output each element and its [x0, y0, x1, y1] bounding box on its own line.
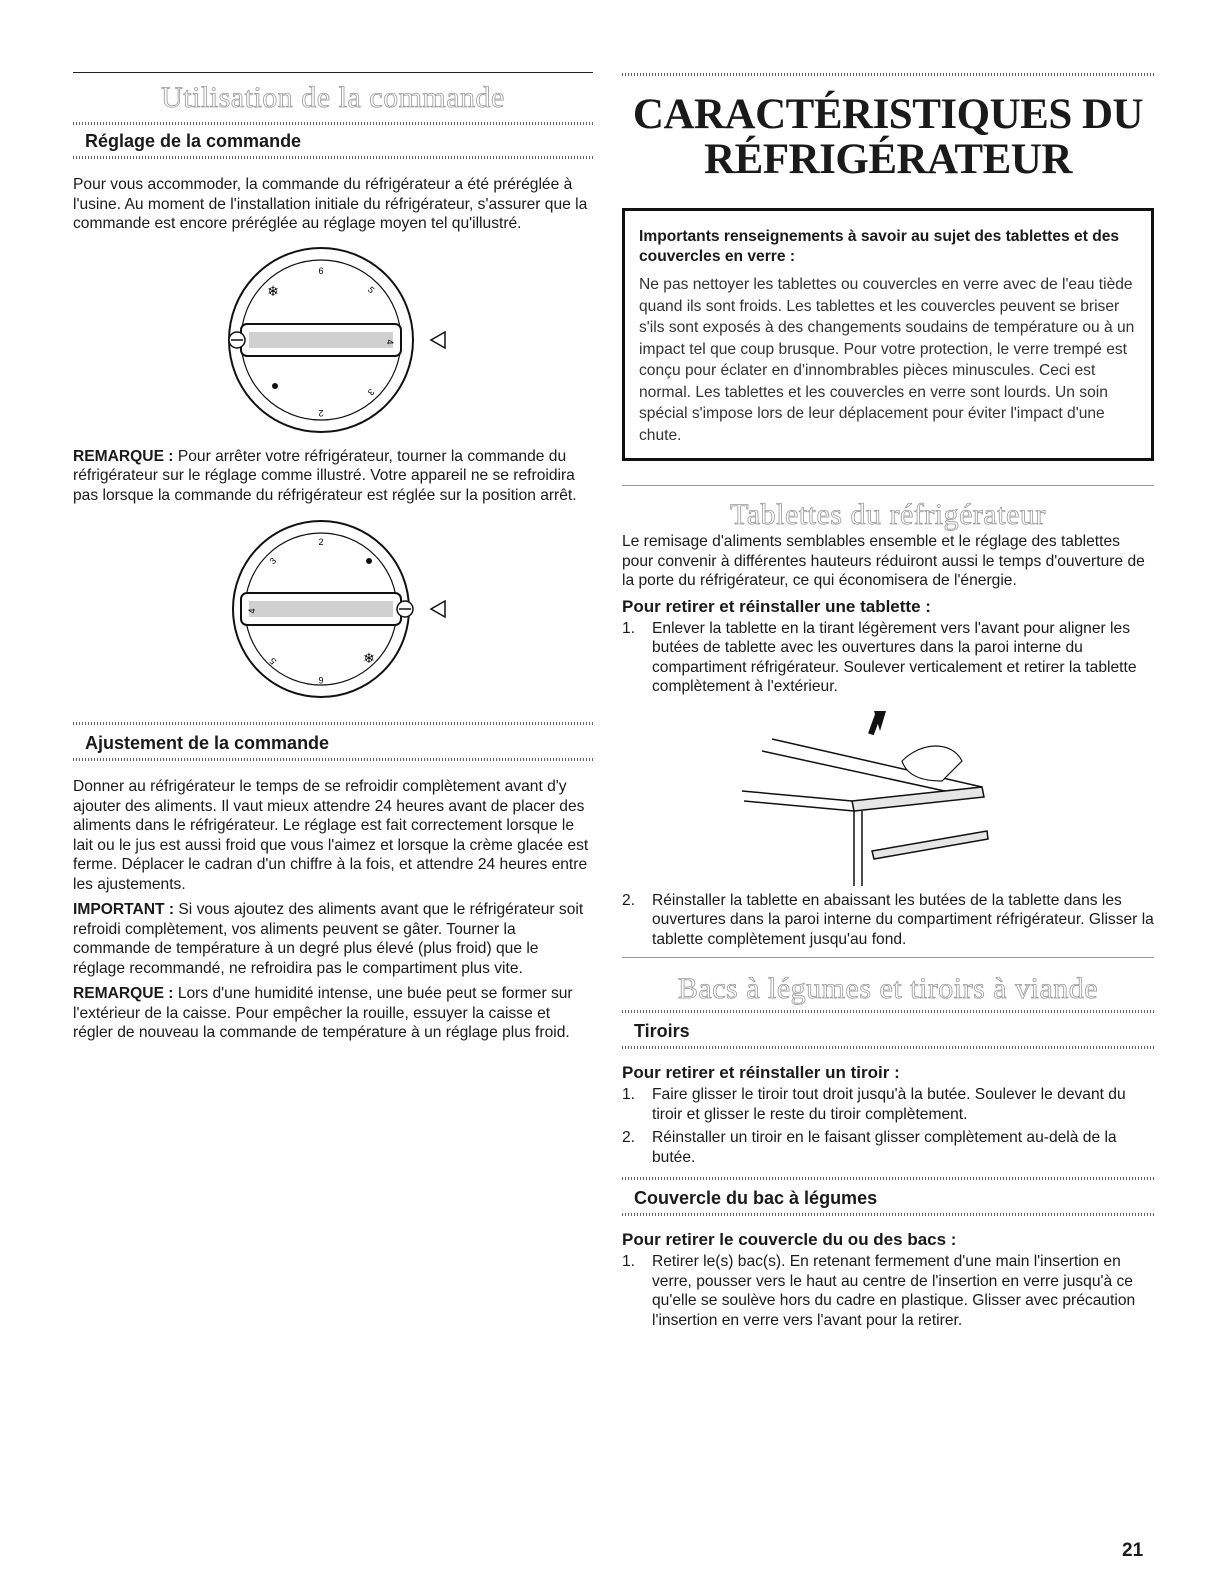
- main-title-line1: CARACTÉRISTIQUES DU: [632, 91, 1144, 138]
- dotted-rule: [73, 156, 593, 159]
- ajustement-text: Donner au réfrigérateur le temps de se refroidir complètement avant d'y ajouter des aliments. Il vaut mieux attendre 24 heures avant de placer des aliments dans le réfrigérateur. Le réglage est fait correctement lorsque le lait ou le jus est aussi froid que vous l'aimez et lorsque la crème glacée est ferme. Déplacer le cadran d'un chiffre à la fois, et attendre 24 heures entre les ajustements.: [73, 778, 589, 893]
- tiroir-step-2: [622, 1128, 1154, 1167]
- remarque2-text: Lors d'une humidité intense, une buée peut se former sur l'extérieur de la caisse. Pour empêcher la rouille, essuyer la caisse et régler de nouveau la commande de température à un réglage plus froid.: [73, 985, 573, 1041]
- tablette-step-2: [622, 891, 1154, 950]
- glass-info-heading: Importants renseignements à savoir au sujet des tablettes et des couvercles en verre :: [639, 228, 1120, 265]
- section-title-tablettes: Tablettes du réfrigérateur: [730, 498, 1046, 531]
- important-text: Si vous ajoutez des aliments avant que le réfrigérateur soit refroidi complètement, vos aliments peuvent se gâter. Tourner la commande de température à un degré plus élevé (plus froid) que le réglage recommandé, ne refroidira pas le compartiment plus vite.: [73, 901, 584, 977]
- remarque1-text: Pour arrêter votre réfrigérateur, tourner la commande du réfrigérateur sur le réglage comme illustré. Votre appareil ne se refroidira pas lorsque la commande du réfrigérateur est réglée sur la position arrêt.: [73, 447, 577, 504]
- indicator-arrow-icon: [431, 332, 445, 348]
- couvercle-step-1: [622, 1252, 1154, 1330]
- step-text: Retirer le(s) bac(s). En retenant fermement d'une main l'insertion en verre, pousser vers le haut au centre de l'insertion en verre jusqu'à ce qu'elle se soulève hors du cadre en plastique. Glisser avec précaution l'insertion en verre vers l'avant pour la retirer.: [652, 1253, 1136, 1329]
- step-number: 2.: [622, 891, 636, 909]
- shelf-illustration: [622, 701, 1154, 891]
- step-number: 2.: [622, 1129, 636, 1146]
- dial1-label-2: 2: [318, 407, 324, 418]
- step-text: Réinstaller la tablette en abaissant les butées de la tablette dans les ouvertures dans la paroi interne du compartiment réfrigérateur. Glisser la tablette complètement jusqu'au fond.: [652, 891, 1154, 948]
- dial2-label-2: 2: [318, 537, 324, 547]
- dial1-label-3: 3: [365, 386, 377, 397]
- right-column: [622, 0, 1154, 1334]
- dial1-label-5: 5: [365, 284, 377, 295]
- remarque2: [73, 984, 593, 1043]
- tiroirs-heading: Tiroirs: [634, 1021, 690, 1041]
- glass-info-text: Ne pas nettoyer les tablettes ou couvercles en verre avec de l'eau tiède quand ils sont froids. Les tablettes et les couvercles peuvent se briser s'ils sont exposés à des changements soudains de température ou à un impact tel que coup brusque. Pour votre protection, le verre trempé est conçu pour éclater en d'innombrables pièces minuscules. Ceci est normal. Les tablettes et les couvercles en verre sont lourds. Un soin spécial s'impose lors de leur déplacement pour éviter l'impact d'une chute.: [639, 276, 1135, 444]
- step-text: Enlever la tablette en la tirant légèrement vers l'avant pour aligner les butées de tablette avec les ouvertures dans la paroi interne du compartiment réfrigérateur. Soulever verticalement et retirer la tablette complètement à l'extérieur.: [652, 619, 1137, 695]
- section-title-utilisation: Utilisation de la commande: [161, 81, 505, 114]
- ajustement-heading: Ajustement de la commande: [85, 733, 330, 753]
- dial2-label-3: 3: [267, 555, 279, 567]
- dial-figure-off: [73, 519, 593, 704]
- dot-marker: [272, 383, 278, 389]
- remarque2-label: REMARQUE :: [73, 985, 174, 1002]
- step-number: 1.: [622, 619, 636, 637]
- tablette-step-1: [622, 619, 1154, 697]
- section-title-bacs: Bacs à légumes et tiroirs à viande: [677, 972, 1099, 1005]
- indicator-arrow-icon: [431, 601, 445, 617]
- reglage-text: Pour vous accommoder, la commande du réfrigérateur a été préréglée à l'usine. Au moment de l'installation initiale du réfrigérateur, s'assurer que la commande est encore préréglée au réglage moyen tel qu'illustré.: [73, 176, 588, 232]
- top-rule: [73, 72, 593, 73]
- snowflake-icon: ❄: [267, 283, 279, 300]
- important-note: [73, 900, 593, 978]
- left-column: [73, 0, 593, 1043]
- dotted-rule: [622, 1046, 1154, 1049]
- step-text: Faire glisser le tiroir tout droit jusqu'à la butée. Soulever le devant du tiroir et glisser le reste du tiroir complètement.: [652, 1086, 1126, 1123]
- glass-info-box: [622, 208, 1154, 461]
- step-number: 1.: [622, 1253, 636, 1270]
- dot-marker: [366, 558, 372, 564]
- dial1-label-6: 6: [318, 265, 324, 276]
- reglage-heading: Réglage de la commande: [85, 131, 302, 151]
- tiroir-step-1: [622, 1085, 1154, 1124]
- page-number: 21: [1122, 1540, 1144, 1561]
- tablette-proc-heading: Pour retirer et réinstaller une tablette :: [622, 596, 931, 616]
- main-title: [622, 92, 1154, 182]
- remarque1: [73, 447, 593, 506]
- remarque1-label: REMARQUE :: [73, 447, 174, 465]
- dial1-label-4: 4: [385, 338, 395, 345]
- dial-illustration: [73, 244, 593, 439]
- dial-illustration: [73, 519, 593, 704]
- tiroir-proc-heading: Pour retirer et réinstaller un tiroir :: [622, 1063, 900, 1082]
- dotted-rule: [622, 73, 1154, 76]
- snowflake-icon: ❄: [363, 651, 375, 667]
- hand-icon: [902, 746, 962, 781]
- dial2-label-5: 5: [267, 655, 279, 667]
- step-number: 1.: [622, 1086, 636, 1103]
- dotted-rule: [622, 1213, 1154, 1216]
- couvercle-heading: Couvercle du bac à légumes: [634, 1188, 878, 1208]
- important-label: IMPORTANT :: [73, 901, 175, 918]
- dial-figure-medium: [73, 244, 593, 439]
- main-title-line2: RÉFRIGÉRATEUR: [704, 136, 1072, 183]
- shelf-drawing: [622, 701, 1154, 891]
- tablettes-text: Le remisage d'aliments semblables ensemble et le réglage des tablettes pour convenir à différentes hauteurs réduiront aussi le temps d'ouverture de la porte du réfrigérateur, ce qui économisera de l'énergie.: [622, 533, 1145, 589]
- couvercle-proc-heading: Pour retirer le couvercle du ou des bacs :: [622, 1230, 957, 1249]
- dial2-label-4: 4: [247, 608, 257, 614]
- thin-rule: [622, 957, 1154, 958]
- dial2-label-6: 6: [318, 675, 324, 685]
- dotted-rule: [73, 758, 593, 761]
- thin-rule: [622, 485, 1154, 486]
- step-text: Réinstaller un tiroir en le faisant glisser complètement au-delà de la butée.: [652, 1129, 1117, 1166]
